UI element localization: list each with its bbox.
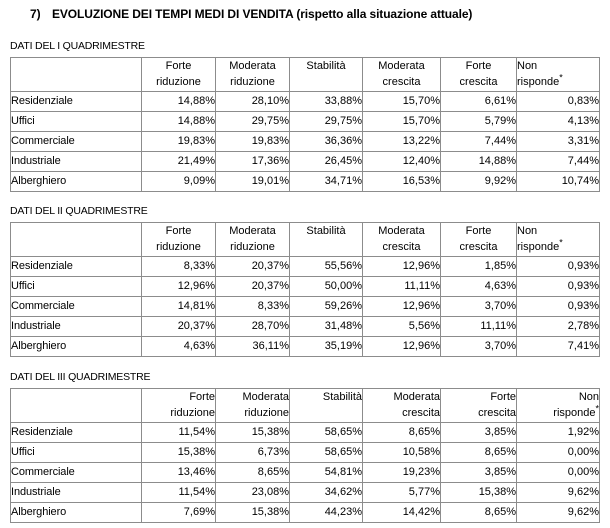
column-header-moderata-riduzione [216, 223, 290, 257]
data-cell: 33,88% [290, 92, 363, 112]
data-cell: 35,19% [290, 337, 363, 357]
data-cell: 4,63% [142, 337, 216, 357]
data-cell: 54,81% [290, 463, 363, 483]
data-cell: 58,65% [290, 443, 363, 463]
row-label-cell: Uffici [11, 112, 142, 132]
column-header-forte-crescita [441, 223, 517, 257]
data-cell: 14,88% [441, 152, 517, 172]
column-header-blank [11, 223, 142, 257]
table-row [11, 423, 600, 443]
column-header-forte-riduzione-line2: riduzione [156, 241, 201, 253]
column-header-forte-crescita-line2: crescita [459, 241, 498, 253]
data-cell: 5,56% [363, 317, 441, 337]
data-cell: 6,61% [441, 92, 517, 112]
data-cell: 8,65% [363, 423, 441, 443]
column-header-non-risponde-text: risponde [517, 241, 560, 253]
table-row [11, 503, 600, 523]
table-body-2 [11, 257, 600, 357]
data-cell: 8,33% [142, 257, 216, 277]
row-label-cell: Industriale [11, 317, 142, 337]
data-cell: 7,44% [517, 152, 600, 172]
data-cell: 14,81% [142, 297, 216, 317]
data-cell: 10,58% [363, 443, 441, 463]
page-title-text: EVOLUZIONE DEI TEMPI MEDI DI VENDITA (rispetto alla situazione attuale) [52, 7, 473, 21]
data-cell: 7,44% [441, 132, 517, 152]
table-row [11, 92, 600, 112]
data-cell: 8,65% [441, 503, 517, 523]
data-cell: 14,88% [142, 112, 216, 132]
data-cell: 3,85% [441, 463, 517, 483]
section-label-1: DATI DEL I QUADRIMESTRE [10, 40, 145, 52]
data-cell: 20,37% [142, 317, 216, 337]
data-table-quadrimestre-1 [10, 57, 600, 192]
footnote-marker: * [559, 237, 563, 248]
row-label-cell: Commerciale [11, 297, 142, 317]
data-cell: 29,75% [216, 112, 290, 132]
data-cell: 29,75% [290, 112, 363, 132]
column-header-non-risponde-line2 [517, 74, 599, 90]
table-row [11, 257, 600, 277]
column-header-non-risponde-line1: Non [517, 225, 538, 237]
data-cell: 11,54% [142, 483, 216, 503]
column-header-forte-riduzione-line2: riduzione [170, 407, 215, 419]
table-row [11, 297, 600, 317]
column-header-non-risponde-text: risponde [553, 407, 596, 419]
data-cell: 12,96% [142, 277, 216, 297]
data-cell: 44,23% [290, 503, 363, 523]
data-cell: 4,63% [441, 277, 517, 297]
column-header-non-risponde-line1: Non [578, 391, 599, 403]
data-cell: 0,93% [517, 277, 600, 297]
row-label-cell: Alberghiero [11, 503, 142, 523]
column-header-forte-riduzione-line1: Forte [165, 225, 192, 237]
data-cell: 34,71% [290, 172, 363, 192]
data-cell: 23,08% [216, 483, 290, 503]
row-label-cell: Residenziale [11, 92, 142, 112]
data-cell: 55,56% [290, 257, 363, 277]
column-header-moderata-crescita [363, 58, 441, 92]
data-cell: 58,65% [290, 423, 363, 443]
data-cell: 19,83% [216, 132, 290, 152]
data-table-quadrimestre-2 [10, 222, 600, 357]
table-row [11, 132, 600, 152]
data-cell: 36,36% [290, 132, 363, 152]
column-header-forte-crescita-line2: crescita [459, 76, 498, 88]
table-body-1 [11, 92, 600, 192]
data-cell: 11,11% [363, 277, 441, 297]
data-cell: 8,65% [441, 443, 517, 463]
data-cell: 0,93% [517, 257, 600, 277]
table-header-3 [11, 389, 600, 423]
data-cell: 15,38% [216, 423, 290, 443]
column-header-moderata-riduzione-line1: Moderata [242, 391, 289, 403]
data-cell: 2,78% [517, 317, 600, 337]
column-header-moderata-crescita-line1: Moderata [378, 60, 425, 72]
data-cell: 19,01% [216, 172, 290, 192]
data-cell: 15,38% [216, 503, 290, 523]
data-cell: 6,73% [216, 443, 290, 463]
data-cell: 34,62% [290, 483, 363, 503]
column-header-moderata-riduzione-line1: Moderata [229, 60, 276, 72]
table-header-row [11, 223, 600, 257]
page-title-number: 7) [30, 7, 41, 21]
column-header-stabilita [290, 58, 363, 92]
data-cell: 13,46% [142, 463, 216, 483]
footnote-marker: * [559, 72, 563, 83]
table-header-1 [11, 58, 600, 92]
data-cell: 15,70% [363, 92, 441, 112]
data-cell: 0,00% [517, 443, 600, 463]
data-cell: 20,37% [216, 257, 290, 277]
column-header-moderata-riduzione-line2: riduzione [230, 76, 275, 88]
data-cell: 15,38% [441, 483, 517, 503]
table-row [11, 112, 600, 132]
data-cell: 8,33% [216, 297, 290, 317]
row-label-cell: Alberghiero [11, 172, 142, 192]
data-cell: 0,00% [517, 463, 600, 483]
data-cell: 4,13% [517, 112, 600, 132]
column-header-moderata-riduzione-line2: riduzione [230, 241, 275, 253]
column-header-forte-riduzione-line2: riduzione [156, 76, 201, 88]
column-header-non-risponde-line1: Non [517, 60, 538, 72]
data-cell: 20,37% [216, 277, 290, 297]
column-header-forte-crescita-line1: Forte [465, 60, 492, 72]
column-header-forte-riduzione-line1: Forte [189, 391, 215, 403]
row-label-cell: Industriale [11, 483, 142, 503]
section-quadrimestre-3 [10, 371, 599, 523]
column-header-stabilita-line2: Stabilità [306, 60, 346, 72]
data-cell: 11,54% [142, 423, 216, 443]
row-label-cell: Alberghiero [11, 337, 142, 357]
column-header-forte-crescita-line2: crescita [478, 407, 516, 419]
data-cell: 5,79% [441, 112, 517, 132]
column-header-moderata-riduzione-line1: Moderata [229, 225, 276, 237]
data-cell: 3,70% [441, 337, 517, 357]
table-header-row [11, 389, 600, 423]
table-row [11, 277, 600, 297]
data-cell: 12,96% [363, 257, 441, 277]
page-title [30, 6, 472, 22]
column-header-forte-riduzione [142, 58, 216, 92]
column-header-forte-crescita [441, 389, 517, 423]
column-header-moderata-crescita-line1: Moderata [378, 225, 425, 237]
data-cell: 28,70% [216, 317, 290, 337]
column-header-moderata-riduzione [216, 389, 290, 423]
column-header-non-risponde [517, 58, 600, 92]
data-cell: 8,65% [216, 463, 290, 483]
row-label-cell: Uffici [11, 277, 142, 297]
column-header-non-risponde-text: risponde [517, 76, 560, 88]
data-cell: 15,38% [142, 443, 216, 463]
data-cell: 7,41% [517, 337, 600, 357]
table-row [11, 337, 600, 357]
column-header-non-risponde [517, 389, 600, 423]
column-header-non-risponde [517, 223, 600, 257]
row-label-cell: Commerciale [11, 132, 142, 152]
data-cell: 3,85% [441, 423, 517, 443]
column-header-moderata-riduzione-line2: riduzione [244, 407, 289, 419]
row-label-cell: Industriale [11, 152, 142, 172]
row-label-cell: Uffici [11, 443, 142, 463]
data-cell: 15,70% [363, 112, 441, 132]
data-cell: 21,49% [142, 152, 216, 172]
column-header-forte-crescita-line1: Forte [465, 225, 492, 237]
data-cell: 11,11% [441, 317, 517, 337]
table-row [11, 317, 600, 337]
data-cell: 9,62% [517, 503, 600, 523]
row-label-cell: Commerciale [11, 463, 142, 483]
column-header-moderata-crescita-line2: crescita [382, 241, 421, 253]
data-cell: 36,11% [216, 337, 290, 357]
column-header-moderata-crescita-line2: crescita [402, 407, 440, 419]
column-header-stabilita-line2: Stabilità [322, 391, 362, 403]
row-label-cell: Residenziale [11, 257, 142, 277]
data-cell: 14,88% [142, 92, 216, 112]
data-cell: 31,48% [290, 317, 363, 337]
data-cell: 19,23% [363, 463, 441, 483]
data-cell: 0,83% [517, 92, 600, 112]
section-quadrimestre-1 [10, 40, 599, 192]
column-header-moderata-crescita [363, 223, 441, 257]
data-cell: 16,53% [363, 172, 441, 192]
table-row [11, 463, 600, 483]
data-cell: 12,96% [363, 297, 441, 317]
data-cell: 17,36% [216, 152, 290, 172]
data-cell: 10,74% [517, 172, 600, 192]
data-cell: 3,31% [517, 132, 600, 152]
data-cell: 19,83% [142, 132, 216, 152]
column-header-blank [11, 58, 142, 92]
data-cell: 7,69% [142, 503, 216, 523]
data-cell: 13,22% [363, 132, 441, 152]
data-cell: 12,96% [363, 337, 441, 357]
row-label-cell: Residenziale [11, 423, 142, 443]
table-row [11, 443, 600, 463]
table-body-3 [11, 423, 600, 523]
data-cell: 9,62% [517, 483, 600, 503]
column-header-moderata-crescita [363, 389, 441, 423]
column-header-forte-crescita [441, 58, 517, 92]
data-table-quadrimestre-3 [10, 388, 600, 523]
data-cell: 5,77% [363, 483, 441, 503]
data-cell: 50,00% [290, 277, 363, 297]
section-label-3: DATI DEL III QUADRIMESTRE [10, 371, 151, 383]
column-header-forte-riduzione [142, 389, 216, 423]
table-row [11, 172, 600, 192]
data-cell: 1,85% [441, 257, 517, 277]
data-cell: 9,09% [142, 172, 216, 192]
data-cell: 28,10% [216, 92, 290, 112]
table-row [11, 483, 600, 503]
column-header-forte-crescita-line1: Forte [490, 391, 516, 403]
column-header-moderata-crescita-line1: Moderata [393, 391, 440, 403]
column-header-moderata-crescita-line2: crescita [382, 76, 421, 88]
footnote-marker: * [595, 403, 599, 414]
column-header-forte-riduzione-line1: Forte [165, 60, 192, 72]
section-quadrimestre-2 [10, 205, 599, 357]
column-header-moderata-riduzione [216, 58, 290, 92]
data-cell: 59,26% [290, 297, 363, 317]
column-header-non-risponde-line2 [517, 405, 599, 421]
data-cell: 12,40% [363, 152, 441, 172]
table-row [11, 152, 600, 172]
data-cell: 26,45% [290, 152, 363, 172]
data-cell: 0,93% [517, 297, 600, 317]
table-header-2 [11, 223, 600, 257]
section-label-2: DATI DEL II QUADRIMESTRE [10, 205, 148, 217]
data-cell: 3,70% [441, 297, 517, 317]
column-header-stabilita [290, 389, 363, 423]
column-header-non-risponde-line2 [517, 239, 599, 255]
data-cell: 9,92% [441, 172, 517, 192]
column-header-stabilita-line2: Stabilità [306, 225, 346, 237]
table-header-row [11, 58, 600, 92]
column-header-stabilita [290, 223, 363, 257]
data-cell: 14,42% [363, 503, 441, 523]
column-header-blank [11, 389, 142, 423]
data-cell: 1,92% [517, 423, 600, 443]
column-header-forte-riduzione [142, 223, 216, 257]
